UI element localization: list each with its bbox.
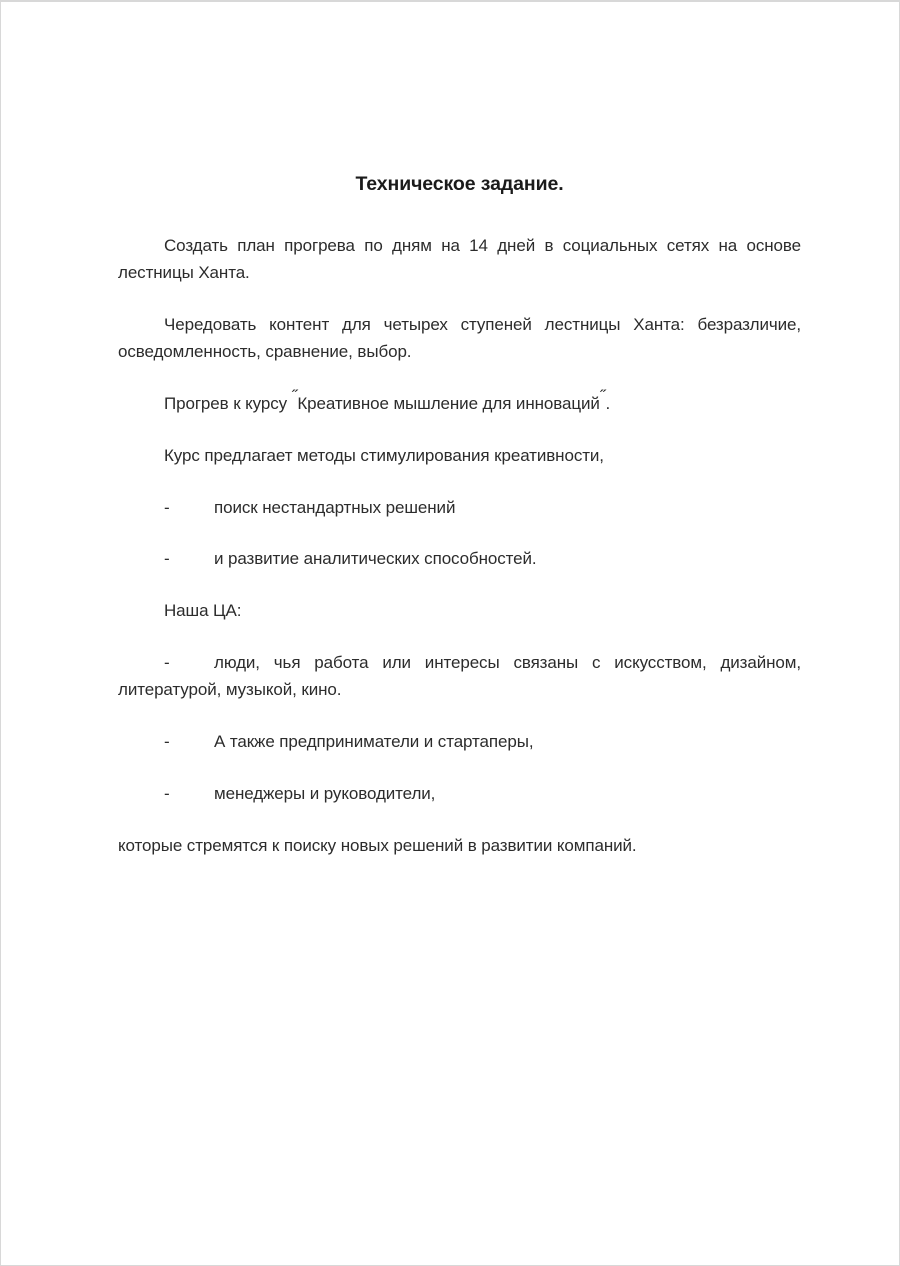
list-item-analytical-skills: [118, 546, 801, 573]
dash-marker-icon: -: [164, 653, 170, 673]
paragraph-course-warmup: [118, 386, 801, 418]
list-item-label: менеджеры и руководители,: [214, 783, 436, 803]
document-body: [118, 2, 801, 859]
paragraph-plan: Создать план прогрева по дням на 14 дней в социальных сетях на основе лестницы Ханта.: [118, 236, 801, 283]
list-item-entrepreneurs: [118, 729, 801, 756]
course-warmup-suffix: .: [605, 393, 611, 413]
spacer: [118, 521, 801, 546]
dash-marker-icon: -: [164, 497, 170, 517]
list-item-label: А также предприниматели и стартаперы,: [214, 731, 534, 751]
spacer: [118, 470, 801, 495]
spacer: [118, 366, 801, 391]
dash-marker-icon: -: [164, 783, 170, 803]
opening-quote-mark: ˝: [291, 386, 298, 406]
spacer: [118, 808, 801, 833]
page-title: Техническое задание.: [355, 173, 564, 195]
dash-marker-icon: -: [164, 549, 170, 569]
paragraph-course-offers: Курс предлагает методы стимулирования креативности,: [164, 445, 604, 465]
spacer: [118, 625, 801, 650]
paragraph-closing: которые стремятся к поиску новых решений в развитии компаний.: [118, 835, 637, 855]
spacer: [118, 704, 801, 729]
paragraph-audience-heading: Наша ЦА:: [164, 601, 242, 621]
list-item-label: и развитие аналитических способностей.: [214, 549, 537, 569]
spacer: [118, 573, 801, 598]
list-item-creative-people: [118, 650, 801, 704]
list-item-nonstandard-solutions: [118, 495, 801, 522]
course-title-text: Креативное мышление для инноваций: [297, 393, 600, 413]
spacer-after-title: [118, 196, 801, 233]
dash-marker-icon: -: [164, 731, 170, 751]
closing-quote-mark: ˝: [599, 386, 606, 406]
spacer: [118, 756, 801, 781]
list-item-label: поиск нестандартных решений: [214, 497, 456, 517]
spacer: [118, 418, 801, 443]
paragraph-alternate-content: Чередовать контент для четырех ступеней лестницы Ханта: безразличие, осведомленность, сравнение, выбор.: [118, 315, 801, 361]
course-warmup-prefix: Прогрев к курсу: [164, 393, 292, 413]
list-item-label: люди, чья работа или интересы связаны с искусством, дизайном, литературой, музыкой, кино.: [118, 653, 801, 699]
list-item-managers: [118, 781, 801, 808]
spacer: [118, 287, 801, 312]
